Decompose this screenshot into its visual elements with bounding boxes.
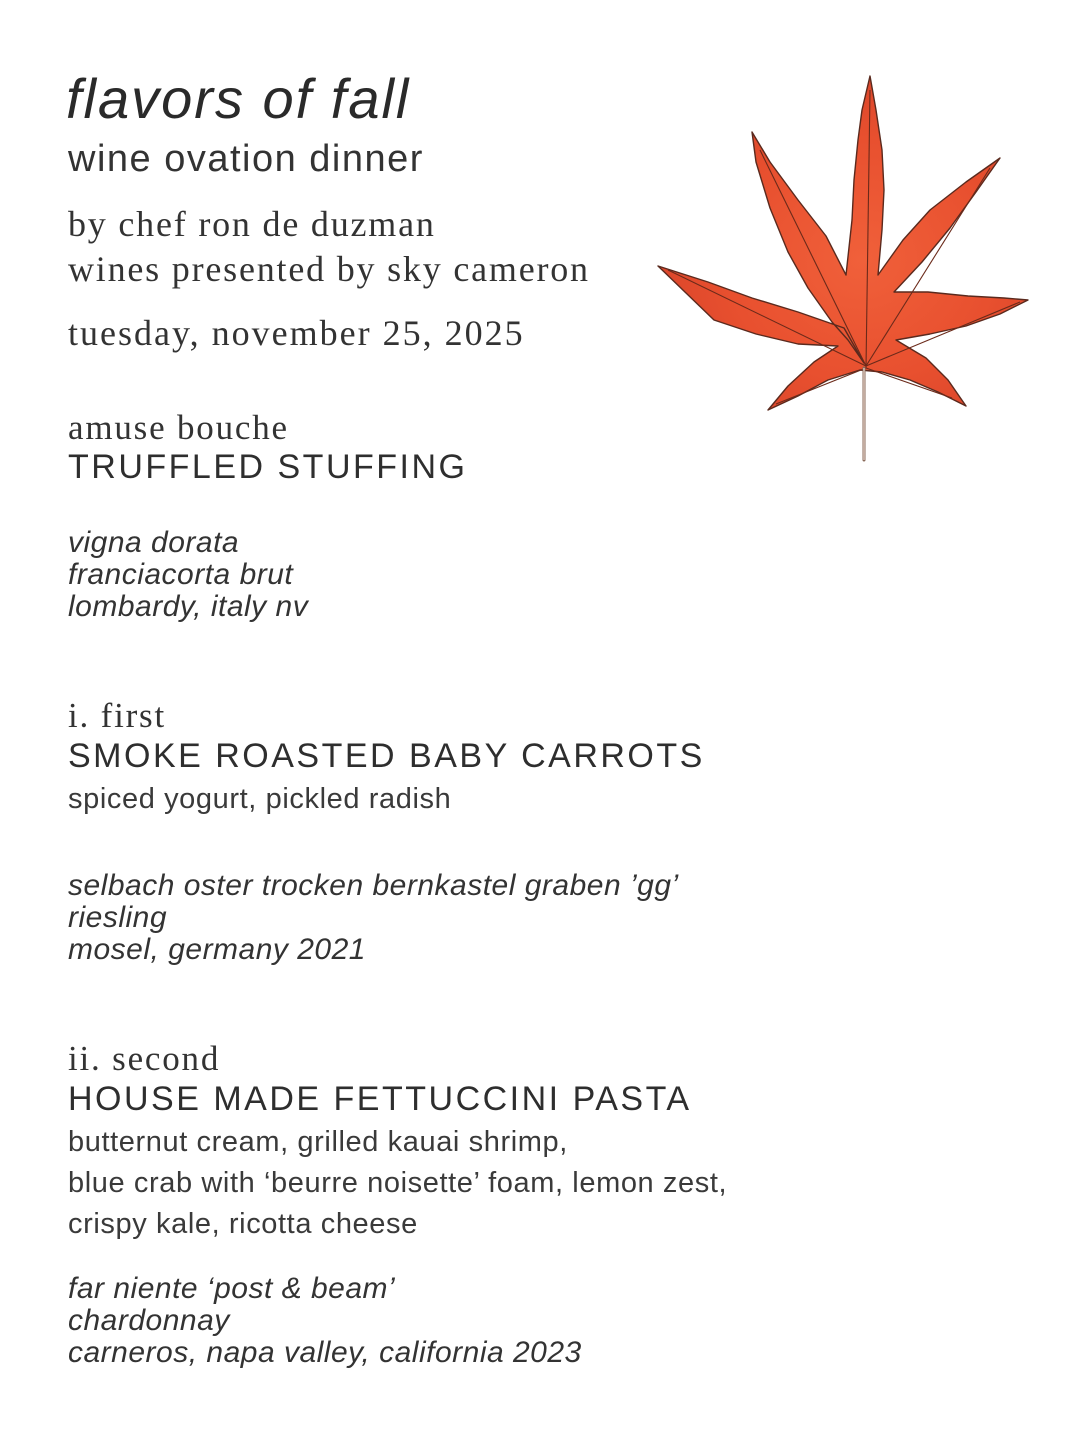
- description-line: spiced yogurt, pickled radish: [68, 783, 452, 815]
- wine-producer: vigna dorata: [68, 526, 240, 559]
- description-line: crispy kale, ricotta cheese: [68, 1208, 418, 1240]
- dish-name: SMOKE ROASTED BABY CARROTS: [68, 737, 705, 775]
- leaf-blade: [658, 76, 1028, 410]
- wine-producer: selbach oster trocken bernkastel graben ’gg’: [68, 869, 679, 902]
- dish-description: [68, 779, 451, 820]
- wine-producer: far niente ‘post & beam’: [68, 1272, 396, 1305]
- wine-presenter-credit: wines presented by sky cameron: [68, 249, 590, 289]
- wine-region: carneros, napa valley, california 2023: [68, 1336, 582, 1369]
- wine-region: mosel, germany 2021: [68, 933, 366, 966]
- course-label: i. first: [68, 696, 167, 735]
- dish-name: TRUFFLED STUFFING: [68, 448, 468, 486]
- event-date: tuesday, november 25, 2025: [68, 313, 525, 353]
- wine-varietal: franciacorta brut: [68, 558, 294, 591]
- wine-region: lombardy, italy nv: [68, 590, 309, 623]
- dish-name: HOUSE MADE FETTUCCINI PASTA: [68, 1080, 692, 1118]
- course-label: amuse bouche: [68, 408, 289, 447]
- menu-subtitle: wine ovation dinner: [68, 138, 424, 180]
- wine-pairing: [68, 1273, 582, 1369]
- chef-credit: by chef ron de duzman: [68, 204, 436, 244]
- dish-description: [68, 1122, 727, 1245]
- wine-varietal: chardonnay: [68, 1304, 230, 1337]
- course-label: ii. second: [68, 1039, 221, 1078]
- description-line: blue crab with ‘beurre noisette’ foam, lemon zest,: [68, 1167, 728, 1199]
- wine-pairing: [68, 870, 679, 966]
- wine-varietal: riesling: [68, 901, 168, 934]
- description-line: butternut cream, grilled kauai shrimp,: [68, 1126, 568, 1158]
- maple-leaf-icon: [648, 70, 1038, 470]
- wine-pairing: [68, 527, 308, 623]
- credits-block: [68, 202, 590, 292]
- menu-title: flavors of fall: [66, 67, 411, 130]
